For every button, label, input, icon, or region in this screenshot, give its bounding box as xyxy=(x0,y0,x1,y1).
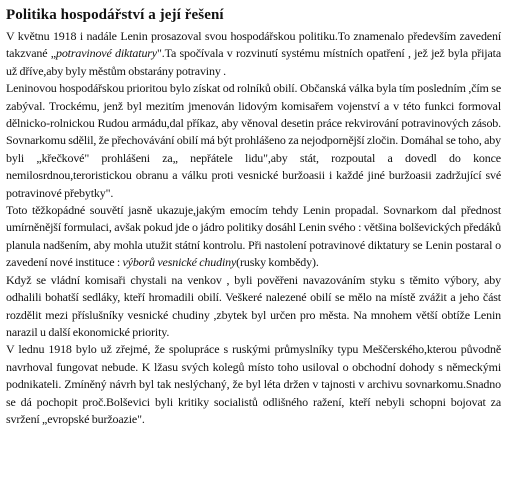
text-run: Leninovou hospodářskou prioritou bylo získat od rolníků obilí. Občanská válka byla tím posledním ,čím se zabýval. Trockému, jenž byl mezitím jmenován lidovým komisařem vojenství a v této funkci formoval dělnicko-rolnickou Rudou armádu,dal příkaz, aby věnoval desetin práce rekvirování potravinových zásob. Sovnarkomu sdělil, že přechovávání obilí má být prohlášeno za nejodpornější zločin. Domáhal se toho, aby byli „křečkové" prohlášeni za„ nepřátele lidu",aby stát, rozpoutal a dovedl do konce nemilosrdnou,teroristickou obranu a válku proti vesnické buržoasii i každé jiné buržoasii zadržující své potravinové přebytky". xyxy=(6,81,501,200)
paragraph xyxy=(6,341,501,428)
paragraph xyxy=(6,202,501,272)
text-run: Toto těžkopádné souvětí jasně ukazuje,jakým emocím tehdy Lenin propadal. Sovnarkom dal přednost umírněnější formulaci, avšak pokud jde o jádro politiky dosáhl Lenin svého : většina bolševických předáků planula nadšením, aby mohla utužit státní kontrolu. Při nastolení potravinové diktatury se Lenin postaral o zavedení nové instituce : xyxy=(6,203,501,270)
text-run: V lednu 1918 bylo už zřejmé, že spolupráce s ruskými průmyslníky typu Meščerského,kterou původně navrhoval fungovat nebude. K lžasu svých kolegů místo toho usiloval o obchodní dohody s německými podnikateli. Zmíněný návrh byl tak neslýchaný, že byl léta držen v tajnosti v archivu sovnarkomu.Snadno se dá pochopit proč.Bolševici byli kritiky socialistů odlišného ražení, kteří nebyli schopni bojovat za svržení „evropské buržoazie". xyxy=(6,342,501,426)
text-run: Když se vládní komisaři chystali na venkov , byli pověřeni navazováním styku s těmito výbory, aby odhalili bohatší sedláky, kteří hromadili obilí. Veškeré nalezené obilí se mělo na místě zvážit a jeho část rozdělit mezi příslušníky vesnické chudiny ,zbytek byl určen pro města. Na mnohem větší obtíže Lenin narazil u další ekonomické priority. xyxy=(6,272,501,339)
italic-phrase: potravinové diktatury xyxy=(55,46,157,61)
paragraph xyxy=(6,272,501,342)
document-body xyxy=(6,28,501,428)
italic-phrase: výborů vesnické chudiny xyxy=(122,255,237,270)
paragraph xyxy=(6,80,501,202)
document-title: Politika hospodářství a její řešení xyxy=(6,7,224,23)
text-run: V květnu 1918 i nadále Lenin prosazoval svou hospodářskou politiku.To znamenalo především zavedení takzvané „ xyxy=(6,29,501,61)
text-run: (rusky kombědy). xyxy=(236,255,319,270)
text-run: ".Ta spočívala v rozvinutí systému místních opatření , jež jež byla přijata už dříve,aby byly městům obstarány potraviny . xyxy=(6,46,501,78)
paragraph xyxy=(6,28,501,80)
